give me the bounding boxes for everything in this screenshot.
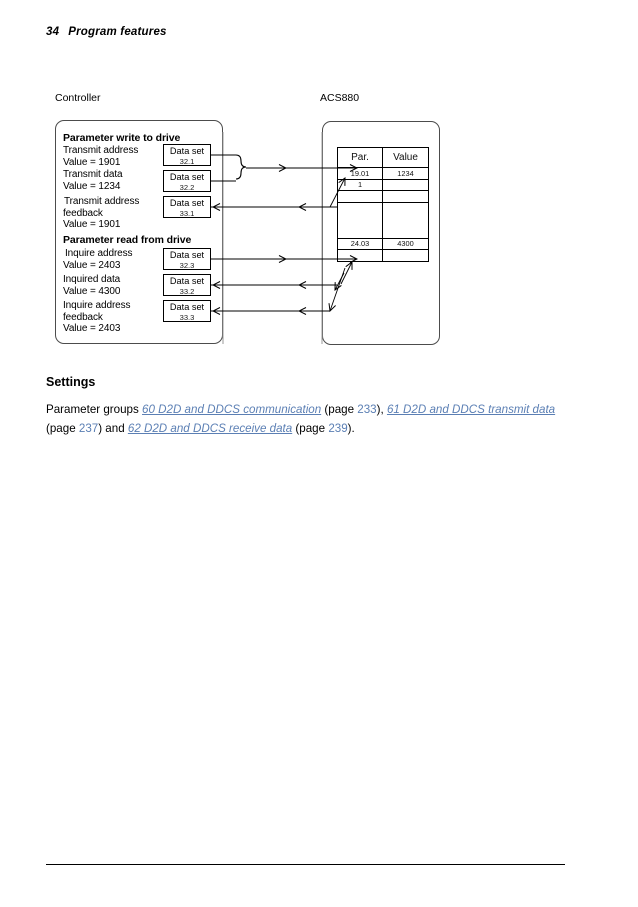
write-item-2-line3: Value = 1901: [63, 219, 121, 230]
dataset-box-33-3-id: 33.3: [179, 312, 195, 322]
write-item-0-line2: Value = 1901: [63, 156, 121, 168]
dataset-box-32-3-name: Data set: [169, 249, 205, 260]
table-row: [338, 179, 429, 191]
parameter-write-title: Parameter write to drive: [63, 132, 181, 144]
read-item-1-line1: Inquired data: [63, 274, 121, 285]
dataset-box-33-3: [163, 300, 211, 322]
settings-paren2-open: (page: [46, 422, 79, 435]
parameter-read-title: Parameter read from drive: [63, 234, 192, 246]
read-item-0-line1: Inquire address: [65, 248, 133, 259]
link-group-61[interactable]: 61 D2D and DDCS transmit data: [386, 403, 556, 416]
header-section-title: Program features: [68, 26, 167, 38]
dataset-box-33-1-name: Data set: [169, 197, 205, 208]
table-row: [338, 168, 429, 180]
cell-par: [338, 191, 383, 203]
cell-par: 24.03: [338, 238, 383, 250]
dataset-box-32-2-name: Data set: [169, 171, 205, 182]
cell-value: [383, 202, 429, 238]
dataset-box-33-2: [163, 274, 211, 296]
write-item-1-line1: Transmit data: [63, 169, 123, 180]
cell-value: [383, 191, 429, 203]
table-row: [338, 191, 429, 203]
read-item-2-line3: Value = 2403: [63, 323, 121, 334]
dataset-box-32-3: [163, 248, 211, 270]
write-item-2-line1: Transmit address: [64, 196, 140, 207]
settings-heading: Settings: [46, 375, 96, 389]
read-item-2-line2: feedback: [63, 311, 103, 323]
footer-rule: [46, 864, 565, 865]
cell-par: 1: [338, 179, 383, 191]
write-item-0-line1: Transmit address: [63, 145, 139, 156]
dataset-box-32-2: [163, 170, 211, 192]
table-row: [338, 250, 429, 262]
dataset-box-33-1: [163, 196, 211, 218]
cell-par: [338, 202, 383, 238]
cell-par: 19.01: [338, 168, 383, 180]
write-item-1-line2: Value = 1234: [63, 180, 121, 192]
settings-paragraph: [46, 400, 566, 438]
dataset-box-33-1-id: 33.1: [179, 208, 195, 218]
write-item-2-line2: feedback: [63, 207, 103, 219]
cell-value: [383, 250, 429, 262]
settings-paren3-close: ).: [347, 422, 355, 435]
col-header-value: Value: [383, 148, 429, 168]
drive-parameter-table: [337, 147, 429, 262]
page-ref-233[interactable]: 233: [357, 403, 377, 416]
dataset-box-33-2-name: Data set: [169, 275, 205, 286]
table-header-row: [338, 148, 429, 168]
dataset-box-32-1: [163, 144, 211, 166]
settings-paren2-close: ) and: [98, 422, 128, 435]
settings-paren3-open: (page: [292, 422, 329, 435]
communication-diagram: [0, 0, 638, 370]
settings-paren1-close: ),: [376, 403, 387, 416]
dataset-box-32-3-id: 32.3: [179, 260, 195, 270]
cell-par: [338, 250, 383, 262]
dataset-box-32-1-name: Data set: [169, 145, 205, 156]
read-item-0-line2: Value = 2403: [63, 259, 121, 271]
dataset-box-33-3-name: Data set: [169, 301, 205, 312]
table-row: [338, 238, 429, 250]
settings-intro-text: Parameter groups: [46, 403, 143, 416]
dataset-box-32-2-id: 32.2: [179, 182, 195, 192]
table-row: [338, 202, 429, 238]
page-number: 34: [46, 26, 60, 38]
cell-value: 1234: [383, 168, 429, 180]
page-ref-239[interactable]: 239: [328, 422, 348, 435]
link-group-62[interactable]: 62 D2D and DDCS receive data: [127, 422, 293, 435]
page-ref-237[interactable]: 237: [78, 422, 99, 435]
read-item-2-line1: Inquire address: [63, 300, 131, 311]
dataset-box-32-1-id: 32.1: [179, 156, 195, 166]
col-header-par: Par.: [338, 148, 383, 168]
settings-paren1-open: (page: [321, 403, 358, 416]
read-item-1-line2: Value = 4300: [63, 285, 121, 297]
dataset-box-33-2-id: 33.2: [179, 286, 195, 296]
diagram-label-acs880: ACS880: [320, 92, 360, 104]
link-group-60[interactable]: 60 D2D and DDCS communication: [142, 403, 322, 416]
cell-value: [383, 179, 429, 191]
cell-value: 4300: [383, 238, 429, 250]
diagram-label-controller: Controller: [55, 92, 101, 104]
